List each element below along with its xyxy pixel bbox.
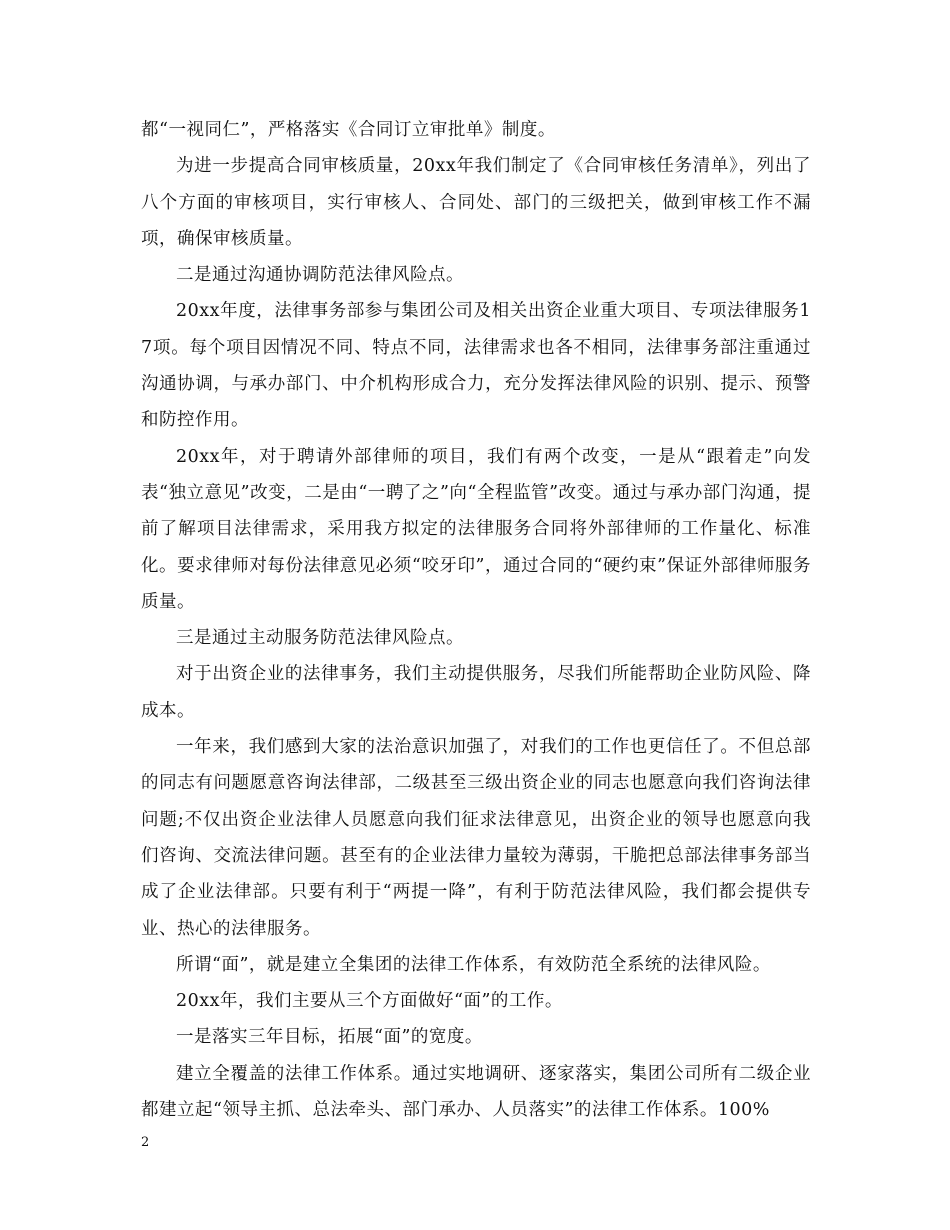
document-body	[141, 112, 811, 1128]
paragraph-2: 为进一步提高合同审核质量，20xx年我们制定了《合同审核任务清单》，列出了八个方面的审核项目，实行审核人、合同处、部门的三级把关，做到审核工作不漏项，确保审核质量。	[141, 156, 811, 249]
paragraph-11: 一是落实三年目标，拓展“面”的宽度。	[176, 1027, 483, 1048]
page-number: 2	[141, 1135, 150, 1150]
paragraph-9: 所谓“面”，就是建立全集团的法律工作体系，有效防范全系统的法律风险。	[176, 954, 771, 975]
paragraph-12: 建立全覆盖的法律工作体系。通过实地调研、逐家落实，集团公司所有二级企业都建立起“领导主抓、总法牵头、部门承办、人员落实”的法律工作体系。100%	[141, 1063, 811, 1121]
paragraph-4: 20xx年度，法律事务部参与集团公司及相关出资企业重大项目、专项法律服务17项。每个项目因情况不同、特点不同，法律需求也各不相同，法律事务部注重通过沟通协调，与承办部门、中介机构形成合力，充分发挥法律风险的识别、提示、预警和防控作用。	[141, 301, 811, 431]
paragraph-3: 二是通过沟通协调防范法律风险点。	[176, 265, 464, 286]
paragraph-6: 三是通过主动服务防范法律风险点。	[176, 628, 464, 649]
paragraph-1: 都“一视同仁”，严格落实《合同订立审批单》制度。	[141, 120, 556, 140]
paragraph-8: 一年来，我们感到大家的法治意识加强了，对我们的工作也更信任了。不但总部的同志有问题愿意咨询法律部，二级甚至三级出资企业的同志也愿意向我们咨询法律问题;不仅出资企业法律人员愿意向我们征求法律意见，出资企业的领导也愿意向我们咨询、交流法律问题。甚至有的企业法律力量较为薄弱，干脆把总部法律事务部当成了企业法律部。只要有利于“两提一降”，有利于防范法律风险，我们都会提供专业、热心的法律服务。	[141, 737, 811, 939]
paragraph-5: 20xx年，对于聘请外部律师的项目，我们有两个改变，一是从“跟着走”向发表“独立意见”改变，二是由“一聘了之”向“全程监管”改变。通过与承办部门沟通，提前了解项目法律需求，采用我方拟定的法律服务合同将外部律师的工作量化、标准化。要求律师对每份法律意见必须“咬牙印”，通过合同的“硬约束”保证外部律师服务质量。	[141, 446, 811, 612]
paragraph-7: 对于出资企业的法律事务，我们主动提供服务，尽我们所能帮助企业防风险、降成本。	[141, 664, 811, 721]
paragraph-10: 20xx年，我们主要从三个方面做好“面”的工作。	[176, 991, 563, 1012]
